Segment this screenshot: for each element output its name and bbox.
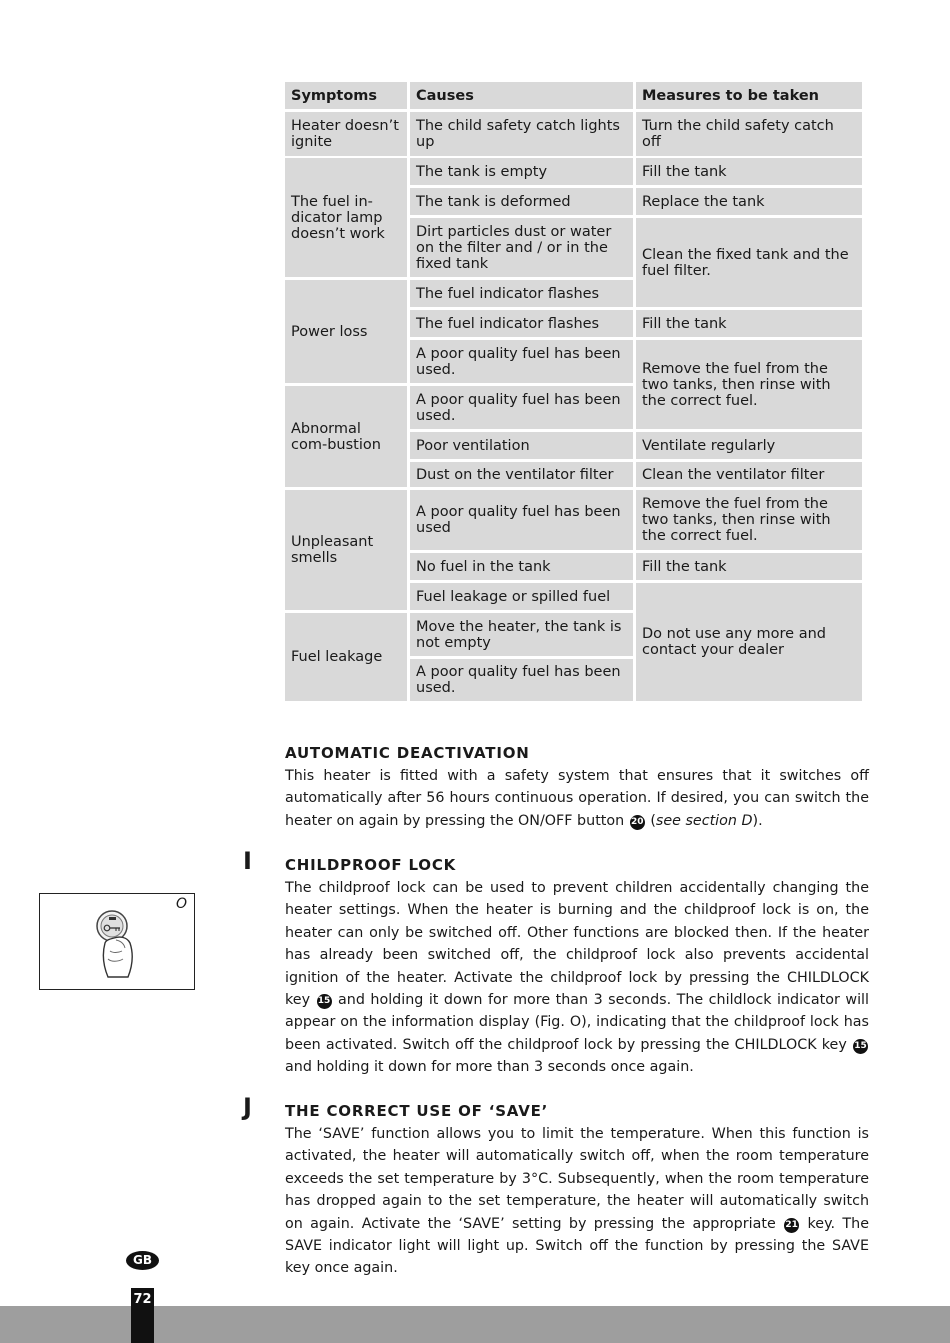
cause-cell: No fuel in the tank: [410, 553, 633, 580]
figure-label: O: [175, 896, 187, 912]
language-badge: GB: [126, 1251, 159, 1270]
cause-cell: A poor quality fuel has been used.: [410, 659, 633, 701]
childproof-lock-text: The childproof lock can be used to prevent children accidentally changing the heater settings. When the heater is burning and the childproof lock is on, the heater can only be switched off. Other functions are blocked then. If the heater has already been switched off, the childproof lock also prevents accidental ignition of the heater. Activate the childproof lock by pressing the CHILDLOCK key 15 and holding it down for more than 3 seconds. The childlock indicator will appear on the information display (Fig. O), indicating that the childproof lock has been activated. Switch off the childproof lock by pressing the CHILDLOCK key 15 and holding it down for more than 3 seconds once again.: [285, 880, 869, 1076]
measure-cell: Replace the tank: [636, 188, 862, 215]
symptom-cell: Power loss: [285, 280, 407, 383]
measure-cell: Fill the tank: [636, 158, 862, 185]
cause-cell: Fuel leakage or spilled fuel: [410, 583, 633, 610]
automatic-deactivation-text: This heater is fitted with a safety system that ensures that it switches off automatically after 56 hours continuous operation. If desired, you can switch the heater on again by pressing the ON/OFF button 20 (see section D).: [285, 768, 869, 829]
cause-cell: Dust on the ventilator filter: [410, 462, 633, 487]
page-number-tab: [131, 1288, 154, 1343]
section-letter-i: I: [243, 847, 252, 875]
measure-cell: Remove the fuel from the two tanks, then rinse with the correct fuel.: [636, 490, 862, 550]
measure-cell: Fill the tank: [636, 310, 862, 337]
finger-pressing-key-icon: [92, 907, 142, 979]
section-title-save: THE CORRECT USE OF ‘SAVE’: [285, 1102, 549, 1120]
symptom-cell: Abnormal com-bustion: [285, 386, 407, 487]
key-number-badge: 15: [853, 1039, 868, 1054]
header-measures: Measures to be taken: [636, 82, 862, 109]
cause-cell: The tank is deformed: [410, 188, 633, 215]
symptom-cell: Fuel leakage: [285, 613, 407, 701]
cause-cell: A poor quality fuel has been used: [410, 490, 633, 550]
measure-cell: Turn the child safety catch off: [636, 112, 862, 156]
cause-cell: The child safety catch lights up: [410, 112, 633, 156]
section-title-childproof-lock: CHILDPROOF LOCK: [285, 856, 457, 874]
section-letter-j: J: [243, 1093, 252, 1121]
cause-cell: Dirt particles dust or water on the filter and / or in the fixed tank: [410, 218, 633, 277]
symptom-cell: Unpleasant smells: [285, 490, 407, 610]
section-title-automatic-deactivation: AUTOMATIC DEACTIVATION: [285, 744, 530, 762]
cause-cell: A poor quality fuel has been used.: [410, 340, 633, 383]
save-text: The ‘SAVE’ function allows you to limit the temperature. When this function is activated, the heater will automatically switch off, when the room temperature exceeds the set temperature by 3°C. Subsequently, when the room temperature has dropped again to the set temperature, the heater will automatically switch on again. Activate the ‘SAVE’ setting by pressing the appropriate 21 key. The SAVE indicator light will light up. Switch off the function by pressing the SAVE key once again.: [285, 1126, 870, 1277]
cause-cell: The fuel indicator flashes: [410, 280, 633, 307]
cause-cell: Poor ventilation: [410, 432, 633, 459]
figure-o: [39, 893, 195, 990]
page-number: 72: [133, 1292, 152, 1307]
measure-cell: Remove the fuel from the two tanks, then rinse with the correct fuel.: [636, 340, 862, 429]
key-number-badge: 15: [317, 994, 332, 1009]
measure-cell: Clean the ventilator filter: [636, 462, 862, 487]
measure-cell: Clean the fixed tank and the fuel filter.: [636, 218, 862, 307]
measure-cell: Fill the tank: [636, 553, 862, 580]
cause-cell: A poor quality fuel has been used.: [410, 386, 633, 429]
measure-cell: Do not use any more and contact your dealer: [636, 583, 862, 701]
symptom-cell: Heater doesn’t ignite: [285, 112, 407, 156]
button-number-badge: 20: [630, 815, 645, 830]
measure-cell: Ventilate regularly: [636, 432, 862, 459]
cause-cell: The tank is empty: [410, 158, 633, 185]
header-symptoms: Symptoms: [285, 82, 407, 109]
header-causes: Causes: [410, 82, 633, 109]
cause-cell: The fuel indicator flashes: [410, 310, 633, 337]
symptom-cell: The fuel in-dicator lamp doesn’t work: [285, 158, 407, 277]
key-number-badge: 21: [784, 1218, 799, 1233]
cause-cell: Move the heater, the tank is not empty: [410, 613, 633, 656]
